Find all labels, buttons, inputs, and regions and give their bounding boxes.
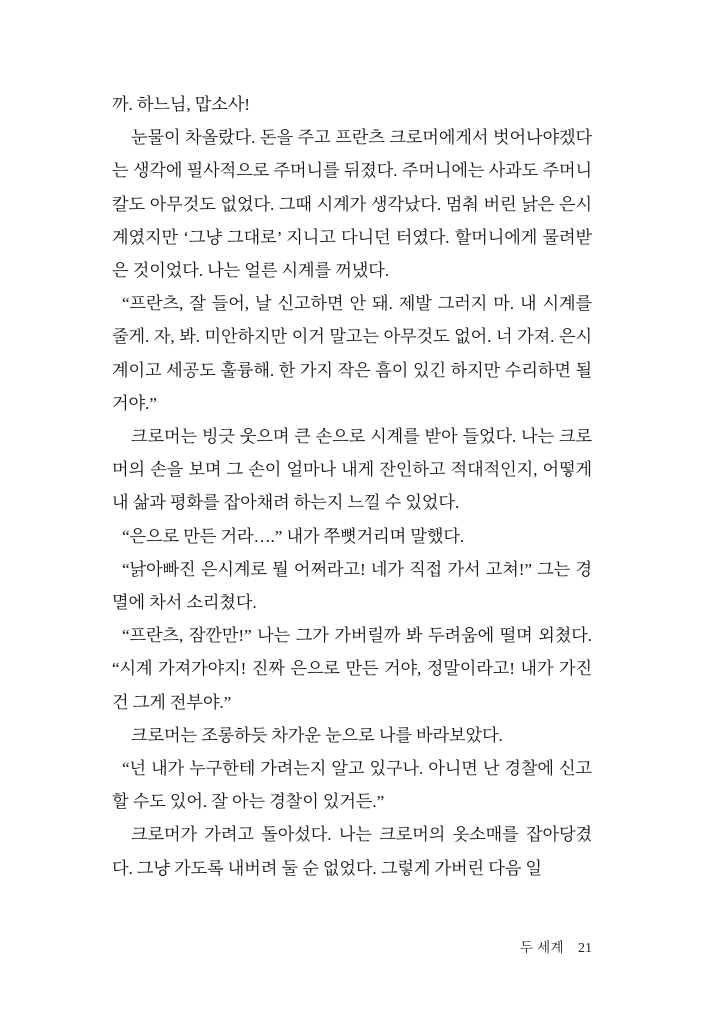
page-footer — [112, 936, 592, 957]
paragraph: “프란츠, 잘 들어, 날 신고하면 안 돼. 제발 그러지 마. 내 시계를 줄게. 자, 봐. 미안하지만 이거 말고는 아무것도 없어. 너 가져. 은시계이고 세공도 훌륭해. 한 가지 작은 흠이 있긴 하지만 수리하면 될 거야.” — [112, 294, 592, 413]
paragraph: 눈물이 차올랐다. 돈을 주고 프란츠 크로머에게서 벗어나야겠다는 생각에 필사적으로 주머니를 뒤졌다. 주머니에는 사과도 주머니칼도 아무것도 없었다. 그때 시계가 생각났다. 멈춰 버린 낡은 은시계였지만 ‘그냥 그대로’ 지니고 다니던 터였다. 할머니에게 물려받은 것이었다. 나는 얼른 시계를 꺼냈다. — [112, 128, 592, 281]
paragraph: 크로머는 조롱하듯 차가운 눈으로 나를 바라보았다. — [131, 725, 503, 745]
running-head: 두 세계 — [519, 940, 564, 955]
paragraph: “은으로 만든 거라….” 내가 쭈뼛거리며 말했다. — [122, 526, 465, 546]
paragraph: 까. 하느님, 맙소사! — [112, 95, 250, 114]
paragraph: “낡아빠진 은시계로 뭘 어쩌라고! 네가 직접 가서 고쳐!” 그는 경멸에 차서 소리쳤다. — [112, 559, 592, 613]
page-number: 21 — [578, 941, 592, 956]
paragraph: 크로머는 빙긋 웃으며 큰 손으로 시계를 받아 들었다. 나는 크로머의 손을 보며 그 손이 얼마나 내게 잔인하고 적대적인지, 어떻게 내 삶과 평화를 잡아채려 하는지 느낄 수 있었다. — [112, 427, 592, 513]
paragraph: “넌 내가 누구한테 가려는지 알고 있구나. 아니면 난 경찰에 신고할 수도 있어. 잘 아는 경찰이 있거든.” — [112, 759, 592, 812]
body-text-column — [112, 88, 592, 885]
paragraph: “프란츠, 잠깐만!” 나는 그가 가버릴까 봐 두려움에 떨며 외쳤다. “시계 가져가야지! 진짜 은으로 만든 거야, 정말이라고! 내가 가진 건 그게 전부야.” — [112, 626, 592, 712]
paragraph: 크로머가 가려고 돌아섰다. 나는 크로머의 옷소매를 잡아당겼다. 그냥 가도록 내버려 둘 순 없었다. 그렇게 가버린 다음 일 — [112, 825, 592, 878]
